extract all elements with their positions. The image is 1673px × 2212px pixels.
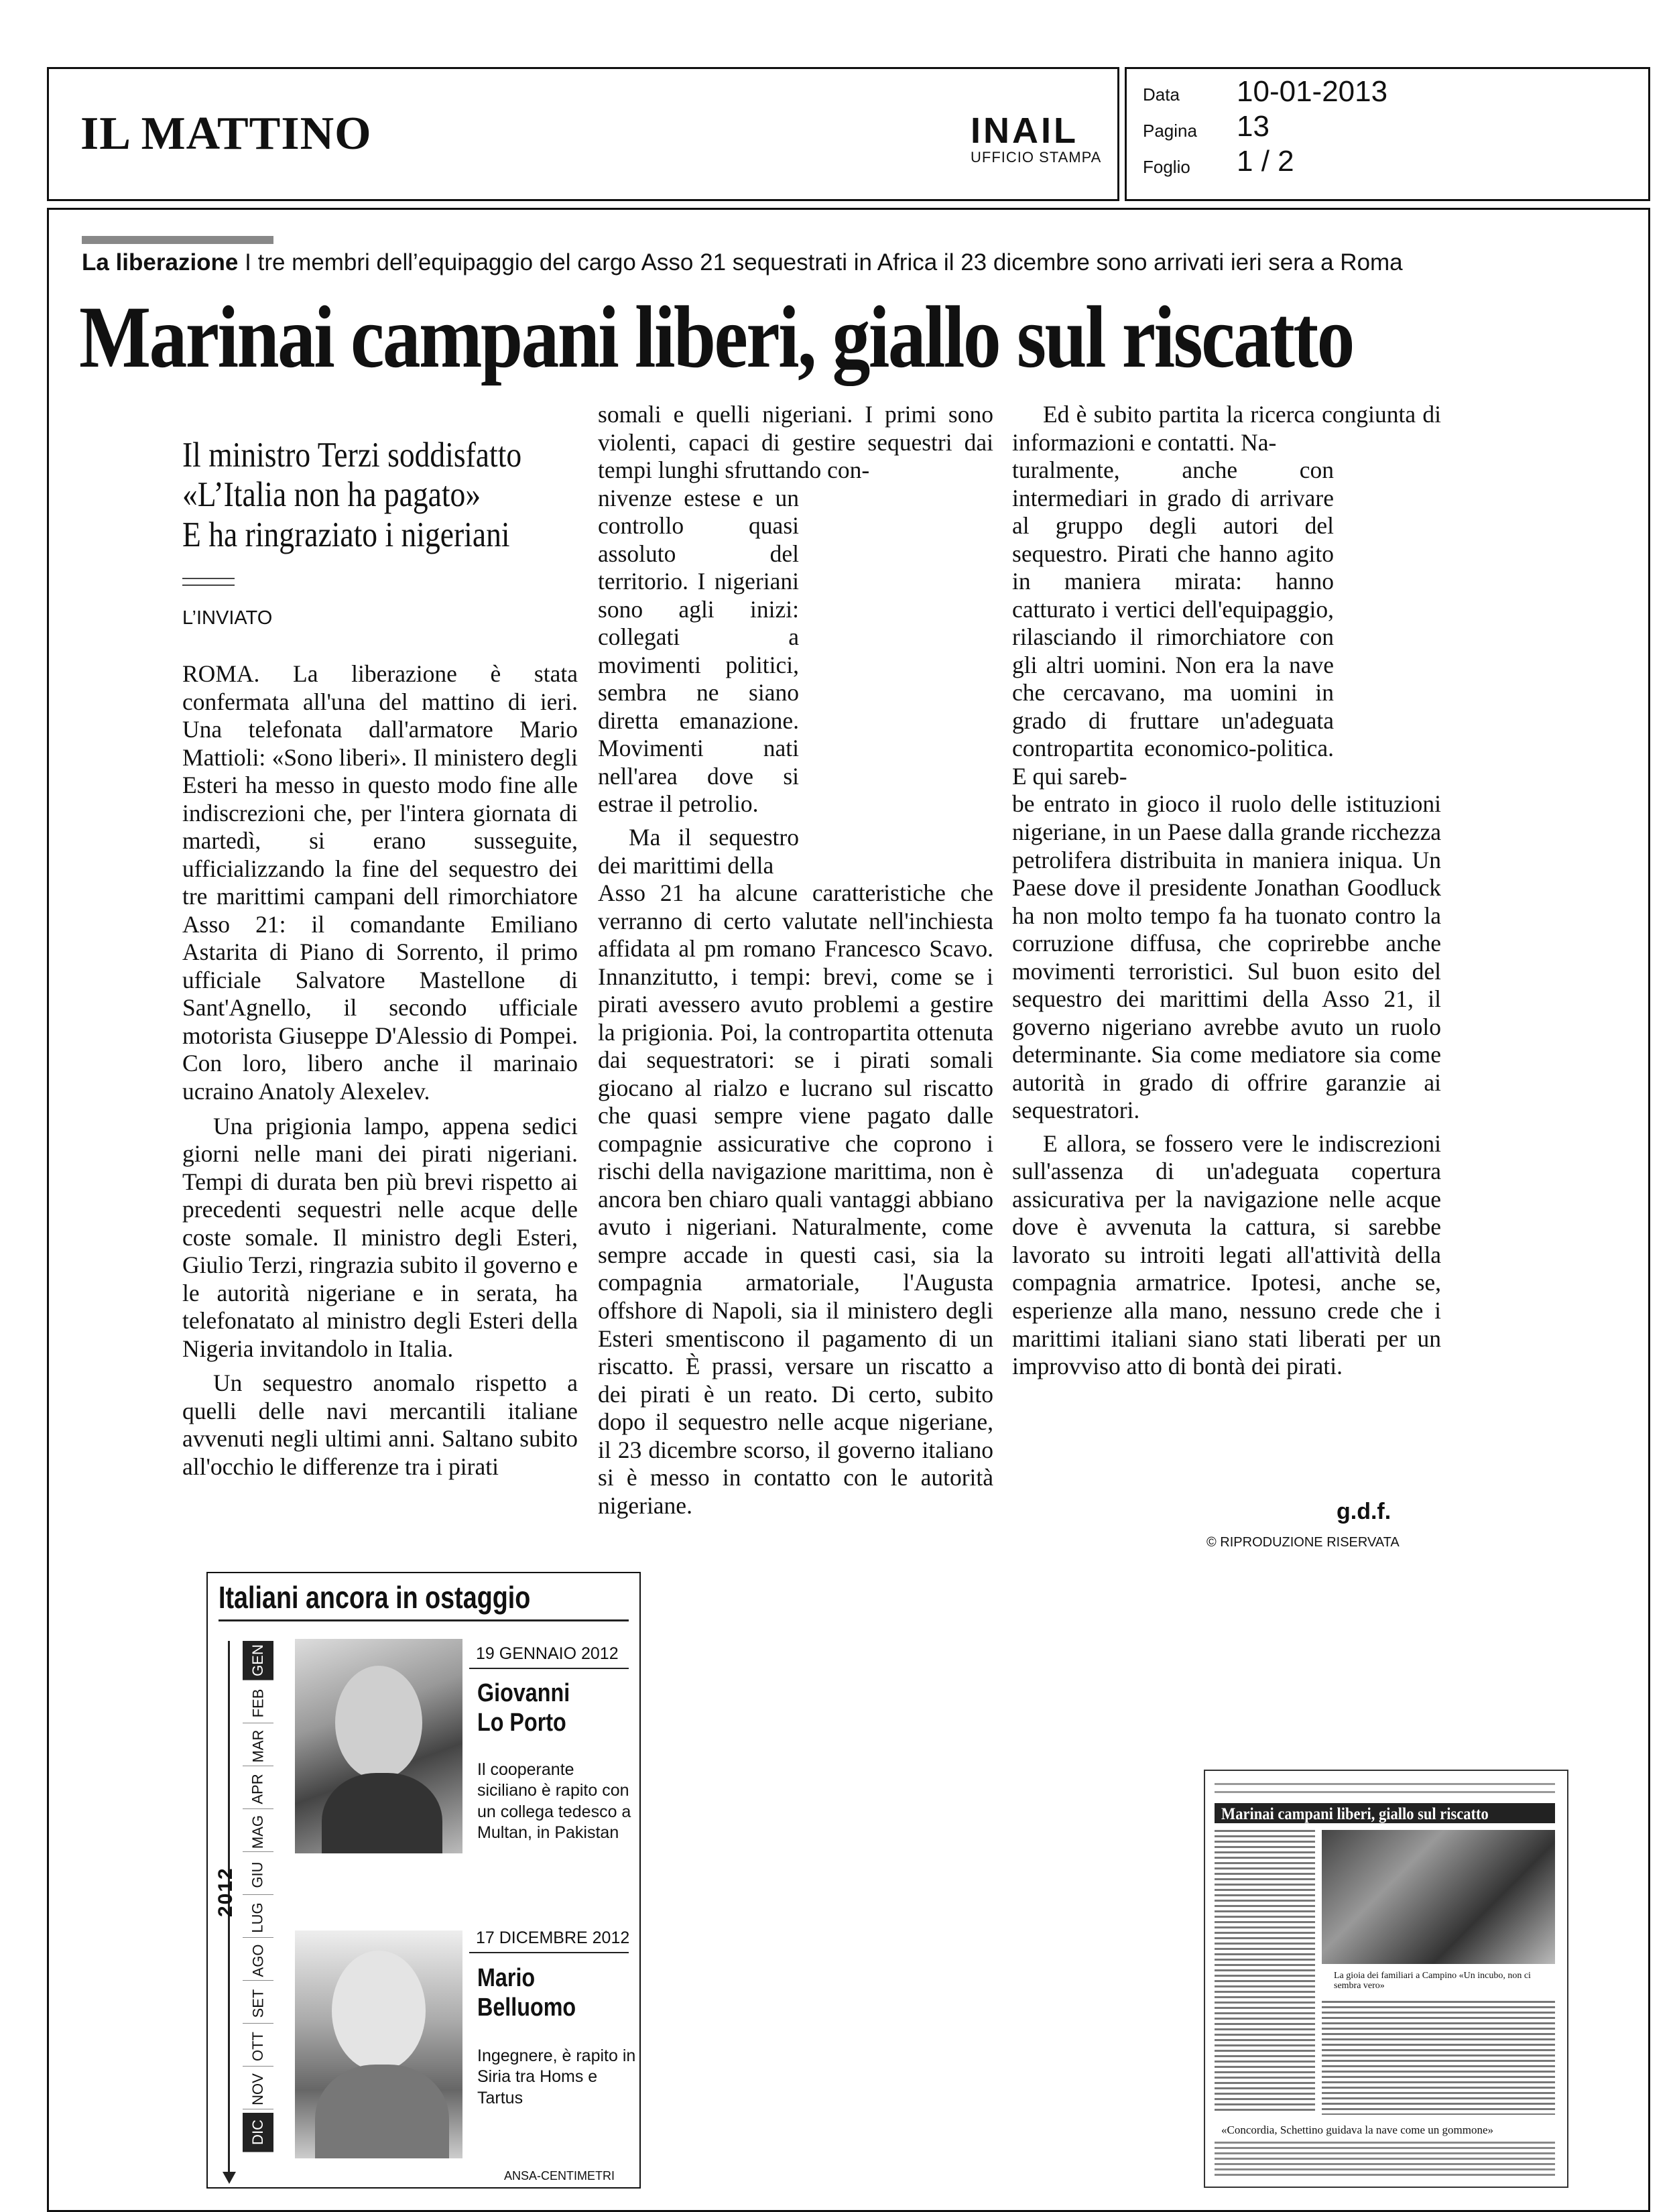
- month-mar: MAR: [243, 1727, 273, 1766]
- paragraph: Ma il sequestro dei marittimi della: [598, 823, 799, 879]
- ufficio-stampa-label: UFFICIO STAMPA: [971, 149, 1102, 166]
- meta-value-foglio: 1 / 2: [1237, 145, 1294, 178]
- newspaper-logo: [80, 107, 372, 161]
- byline: L’INVIATO: [182, 607, 273, 629]
- subhead: [182, 436, 528, 555]
- paragraph: be entrato in gioco il ruolo delle istituzioni nigeriane, in un Paese dalla grande ricchezza petrolifera distribuita in maniera iniqua. Un Paese dove il presidente Jonathan Goodluck ha non molto tempo fa ha tuonato contro la corruzione diffusa, che coprirebbe anche movimenti terroristici. Sul buon esito del sequestro dei marittimi della Asso 21, il governo nigeriano avrebbe avuto un ruolo determinante. Sia come mediatore sia come autorità in grado di offrire garanzie ai sequestratori.: [1012, 790, 1441, 1124]
- month-apr: APR: [243, 1770, 273, 1809]
- paragraph: turalmente, anche con intermediari in grado di arrivare al gruppo degli autori del sequestro. Pirati che hanno agito in maniera mirata: hanno catturato i vertici dell'equipaggio, rilasciando il rimorchiatore con gli altri uomini. Non era la nave che cercavano, ma uomini in grado di fruttare un'adeguata contropartita economico-politica. E qui sareb-: [1012, 456, 1334, 790]
- hostage-description: Ingegnere, è rapito in Siria tra Homs e Tartus: [477, 2046, 636, 2107]
- inail-logo: INAIL: [971, 111, 1078, 151]
- column-2: [598, 401, 993, 1520]
- hostage-name: Giovanni Lo Porto: [477, 1679, 570, 1737]
- infographic-credit: ANSA-CENTIMETRI: [504, 2169, 615, 2183]
- paragraph: ROMA. La liberazione è stata confermata all'una del mattino di ieri. Una telefonata dall'armatore Mario Mattioli: «Sono liberi». Il ministero degli Esteri ha messo in questo modo fine alle indiscrezioni che, per l'intera giornata di martedì, si erano susseguite, ufficializzando la fine del sequestro dei tre marittimi campani dell rimorchiatore Asso 21: il comandante Emiliano Astarita di Piano di Sorrento, il primo ufficiale Salvatore Mastellone di Sant'Agnello, il secondo ufficiale motorista Giuseppe D'Alessio di Pompei. Con loro, libero anche il marinaio ucraino Anatoly Alexelev.: [182, 660, 578, 1105]
- meta-label-pagina: Pagina: [1143, 121, 1197, 141]
- thumb-text-block: [1215, 2142, 1555, 2178]
- month-ago: AGO: [243, 1941, 273, 1981]
- hostage-date: 19 GENNAIO 2012: [476, 1644, 619, 1663]
- infographic-title: Italiani ancora in ostaggio: [219, 1580, 531, 1615]
- hostage-name: Mario Belluomo: [477, 1964, 576, 2022]
- kicker-text: I tre membri dell’equipaggio del cargo Asso 21 sequestrati in Africa il 23 dicembre sono arrivati ieri sera a Roma: [245, 249, 1403, 275]
- subhead-line: «L’Italia non ha pagato»: [182, 475, 481, 515]
- month-ott: OTT: [243, 2027, 273, 2067]
- subhead-line: Il ministro Terzi soddisfatto: [182, 436, 522, 475]
- paragraph: nivenze estese e un controllo quasi assoluto del territorio. I nigeriani sono agli inizi: collegati a movimenti politici, sembra ne siano diretta emanazione. Movimenti nati nell'area dove si estrae il petrolio.: [598, 484, 799, 818]
- hostage-photo-belluomo: [295, 1930, 462, 2158]
- month-giu: GIU: [243, 1855, 273, 1895]
- kicker-label: La liberazione: [82, 249, 239, 275]
- timeline-year: 2012: [214, 1867, 237, 1917]
- month-set: SET: [243, 1984, 273, 2024]
- hostage-description: Il cooperante siciliano è rapito con un collega tedesco a Multan, in Pakistan: [477, 1760, 631, 1842]
- month-mag: MAG: [243, 1812, 273, 1852]
- thumb-line: [1215, 1783, 1555, 1785]
- divider: [182, 578, 235, 579]
- month-feb: FEB: [243, 1684, 273, 1723]
- paragraph: Ed è subito partita la ricerca congiunta di informazioni e contatti. Na-: [1012, 401, 1441, 456]
- divider: [182, 585, 235, 586]
- newspaper-name: IL MATTINO: [80, 108, 372, 160]
- month-dic: DIC: [243, 2113, 273, 2152]
- paragraph: Una prigionia lampo, appena sedici giorni nelle mani dei pirati nigeriani. Tempi di durata ben più brevi rispetto ai precedenti sequestri nelle acque delle coste somale. Il ministro degli Esteri, Giulio Terzi, ringrazia subito il governo e le autorità nigeriane e in serata, ha telefonatato al ministro degli Esteri della Nigeria invitandolo in Italia.: [182, 1112, 578, 1362]
- date-rule: [469, 1952, 629, 1953]
- meta-value-data: 10-01-2013: [1237, 75, 1388, 108]
- column-3: [1012, 401, 1441, 1381]
- paragraph: Un sequestro anomalo rispetto a quelli delle navi mercantili italiane avvenuti negli ultimi anni. Saltano subito all'occhio le differenze tra i pirati: [182, 1369, 578, 1480]
- section-bar: [82, 236, 273, 244]
- subhead-line: E ha ringraziato i nigeriani: [182, 515, 510, 554]
- date-rule: [469, 1668, 629, 1669]
- month-nov: NOV: [243, 2070, 273, 2109]
- infographic-rule: [219, 1619, 629, 1621]
- thumb-caption: La gioia dei familiari a Campino «Un incubo, non ci sembra vero»: [1334, 1971, 1531, 1991]
- column-1: [182, 660, 578, 1481]
- headline: Marinai campani liberi, giallo sul riscatto: [79, 288, 1353, 386]
- meta-value-pagina: 13: [1237, 110, 1269, 143]
- meta-label-foglio: Foglio: [1143, 157, 1190, 177]
- signature: g.d.f.: [1337, 1499, 1391, 1524]
- copyright: © RIPRODUZIONE RISERVATA: [1206, 1535, 1400, 1550]
- paragraph: E allora, se fossero vere le indiscrezioni sull'assenza di un'adeguata copertura assicurativa per la navigazione nelle acque dove è avvenuta la cattura, si sarebbe lavorato su introiti legati all'attività della compagnia armatrice. Ipotesi, anche se, esperienze alla mano, nessuno crede che i marittimi italiani siano stati liberati per un improvviso atto di bontà dei pirati.: [1012, 1129, 1441, 1380]
- month-lug: LUG: [243, 1898, 273, 1938]
- paragraph: Asso 21 ha alcune caratteristiche che verranno di certo valutate nell'inchiesta affidata al pm romano Francesco Scavo. Innanzitutto, i tempi: brevi, come se i pirati avessero avuto problemi a gestire la prigionia. Poi, la contropartita ottenuta dai sequestratori: se i pirati somali giocano al rialzo e lucrano sul riscatto che quasi sempre viene pagato dalle compagnie assicurative che coprono i rischi della navigazione marittima, non è ancora ben chiaro quali vantaggi abbiano avuto i nigeriani. Naturalmente, come sempre accade in questi casi, sia la compagnia armatoriale, l'Augusta offshore di Napoli, sia il ministero degli Esteri smentiscono il pagamento di un riscatto. È prassi, versare un riscatto a dei pirati è un reato. Di certo, subito dopo il sequestro nelle acque nigeriane, il 23 dicembre scorso, il governo italiano si è messo in contatto con le autorità nigeriane.: [598, 879, 993, 1519]
- hostage-photo-lo-porto: [295, 1639, 462, 1853]
- thumb-headline: Marinai campani liberi, giallo sul riscatto: [1221, 1805, 1489, 1823]
- month-gen: GEN: [243, 1641, 273, 1680]
- thumb-bottom-headline: «Concordia, Schettino guidava la nave come un gommone»: [1221, 2124, 1494, 2136]
- thumb-line: [1215, 1791, 1555, 1793]
- thumb-text-block: [1322, 2001, 1555, 2115]
- thumb-photo: [1322, 1830, 1555, 1964]
- hostage-date: 17 DICEMBRE 2012: [476, 1928, 630, 1947]
- meta-label-data: Data: [1143, 84, 1180, 105]
- kicker: [82, 249, 1403, 276]
- thumb-text-block: [1215, 1830, 1315, 2111]
- paragraph: somali e quelli nigeriani. I primi sono violenti, capaci di gestire sequestri dai tempi lunghi sfruttando con-: [598, 401, 993, 484]
